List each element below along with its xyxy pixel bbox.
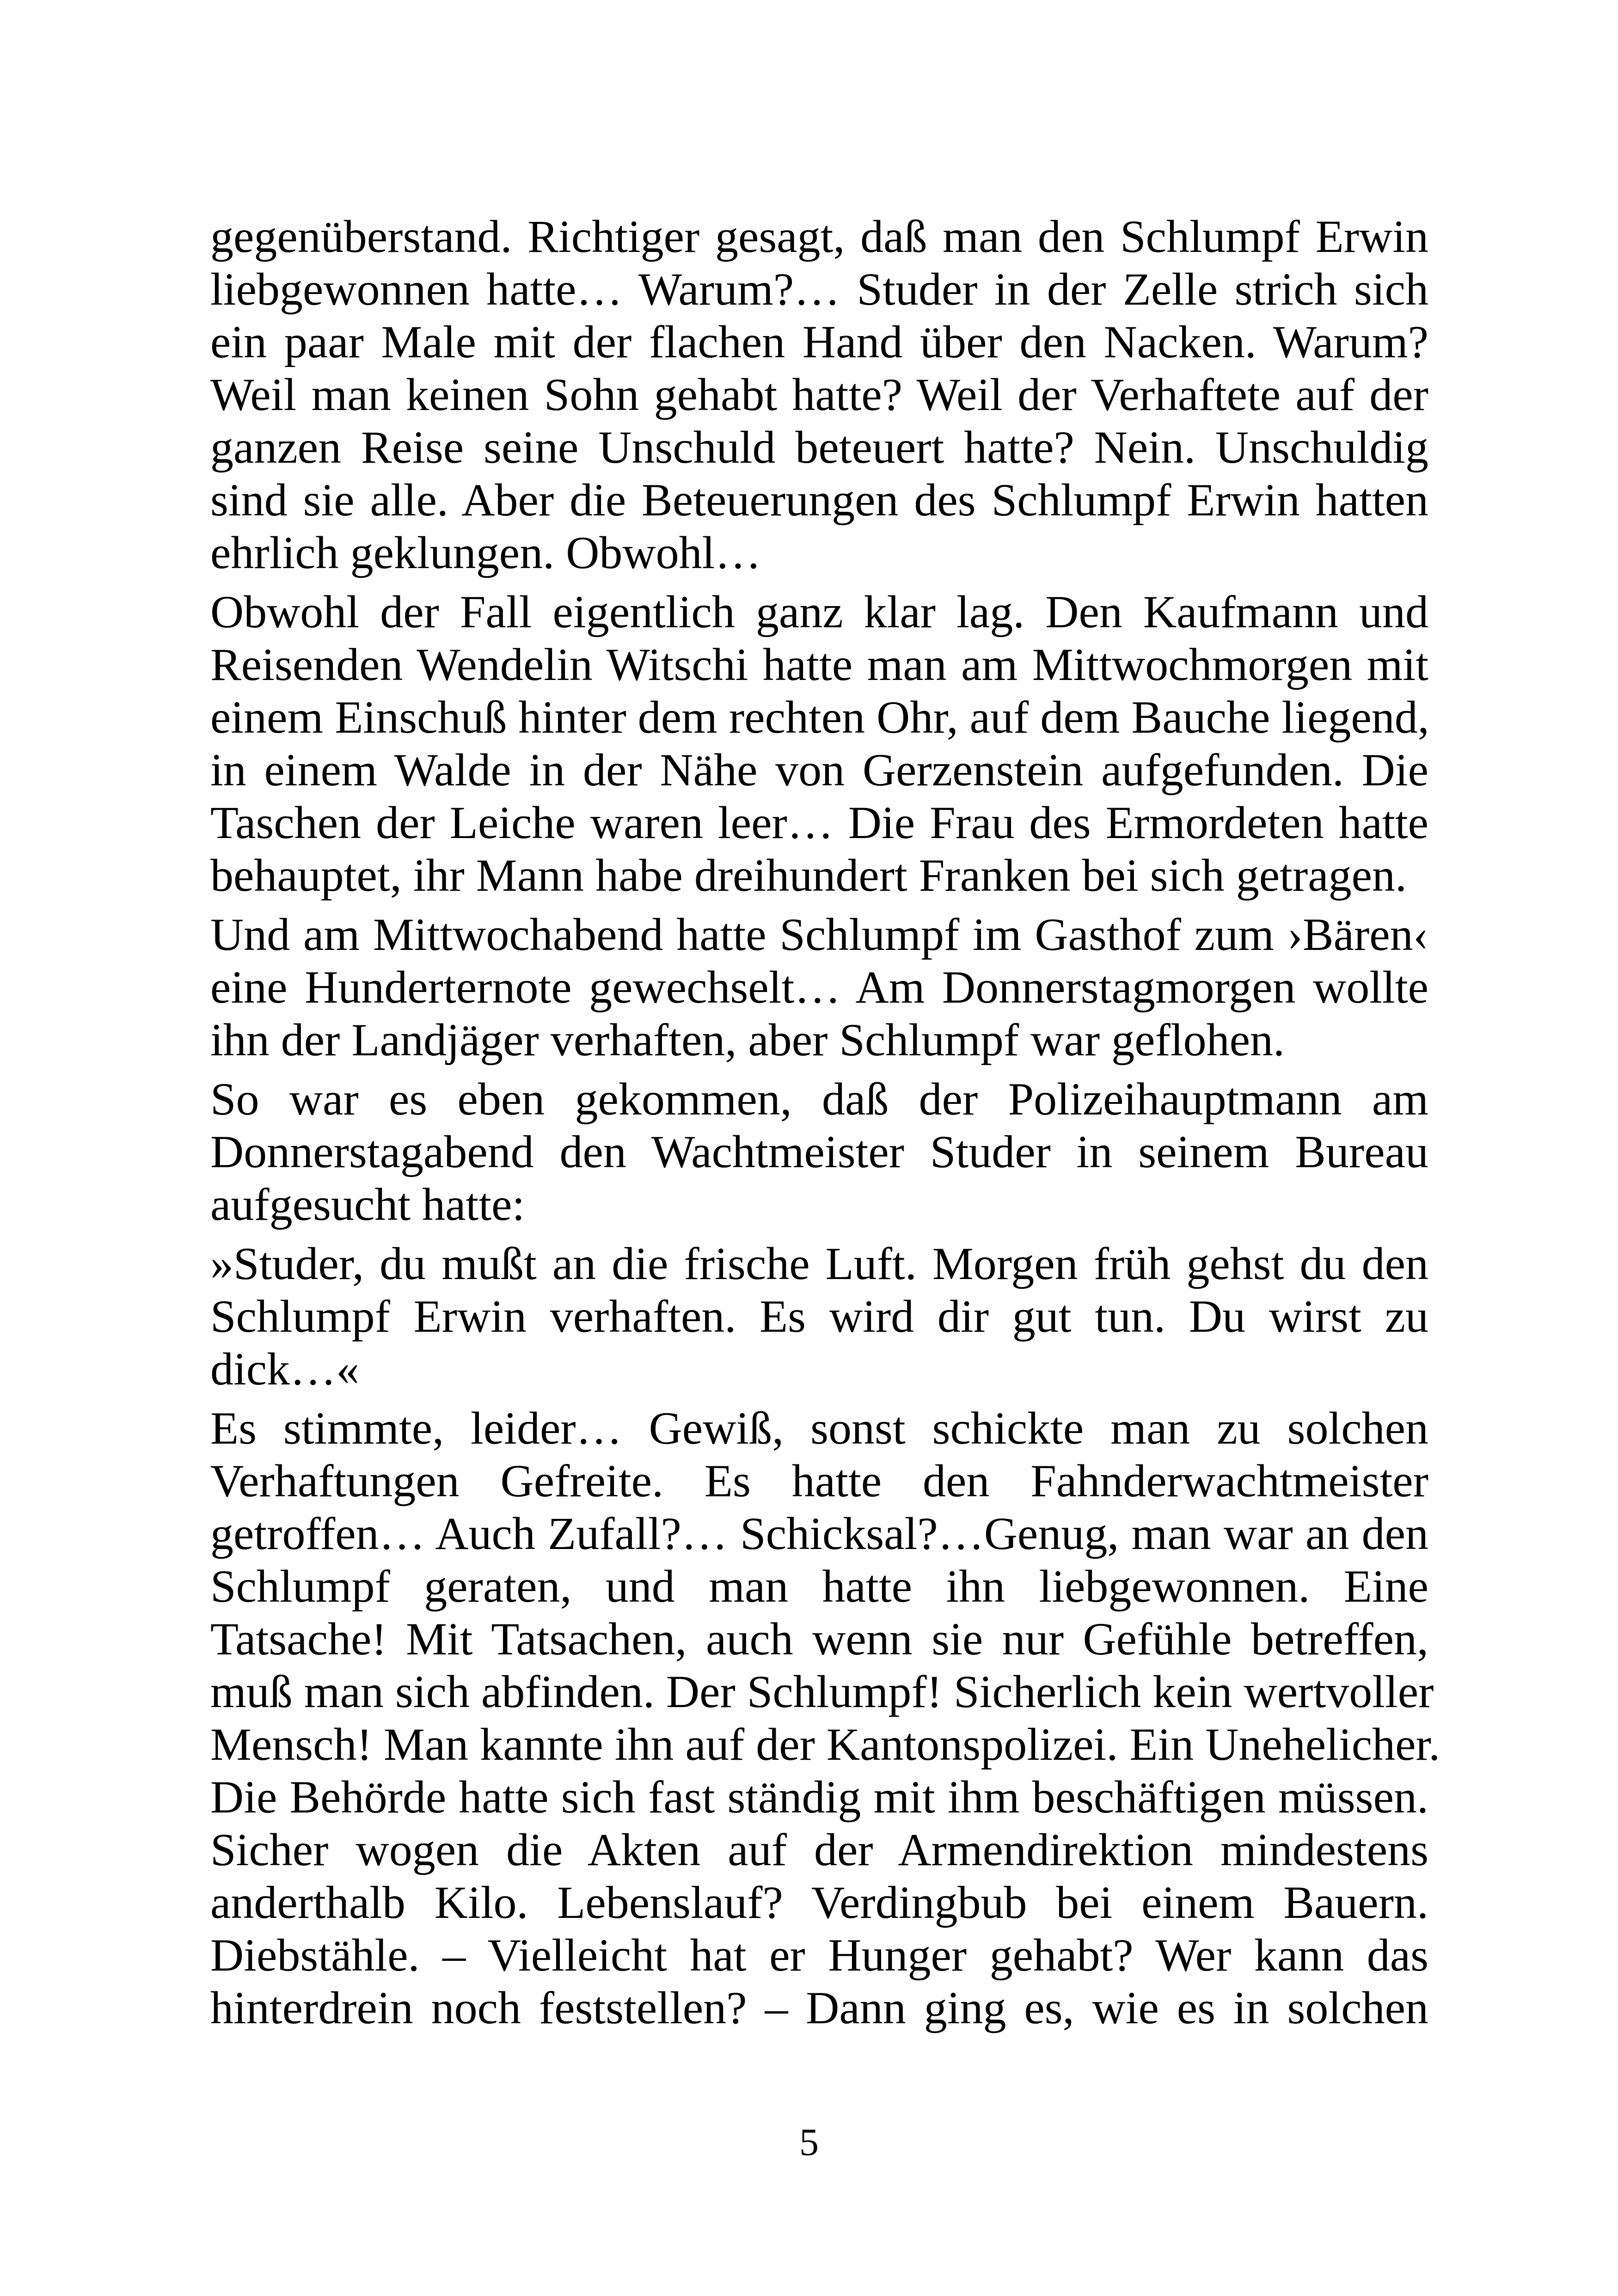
text-line: Donnerstagabend den Wachtmeister Studer in seinem Bureau [210, 1126, 1428, 1177]
page-number: 5 [799, 2121, 819, 2164]
text-line: hinterdrein noch feststellen? – Dann ging es, wie es in solchen [210, 1982, 1428, 2033]
text-line: muß man sich abfinden. Der Schlumpf! Sicherlich kein wertvoller [210, 1666, 1434, 1717]
paragraph [210, 1237, 1428, 1396]
text-line: Es stimmte, leider… Gewiß, sonst schickte man zu solchen [210, 1402, 1428, 1454]
text-line: Schlumpf Erwin verhaften. Es wird dir gut tun. Du wirst zu [210, 1291, 1428, 1342]
paragraph [210, 586, 1428, 902]
text-line: liebgewonnen hatte… Warum?… Studer in der Zelle strich sich [210, 263, 1428, 315]
paragraph [210, 1073, 1428, 1231]
text-line: ihn der Landjäger verhaften, aber Schlumpf war geflohen. [210, 1014, 1285, 1065]
text-line: Weil man keinen Sohn gehabt hatte? Weil der Verhaftete auf der [210, 369, 1428, 420]
text-line: Obwohl der Fall eigentlich ganz klar lag. Den Kaufmann und [210, 586, 1428, 637]
text-line: ehrlich geklungen. Obwohl… [210, 527, 761, 578]
text-line: eine Hunderternote gewechselt… Am Donnerstagmorgen wollte [210, 961, 1428, 1013]
text-line: dick…« [210, 1343, 360, 1395]
text-line: ganzen Reise seine Unschuld beteuert hatte? Nein. Unschuldig [210, 422, 1428, 473]
text-line: »Studer, du mußt an die frische Luft. Morgen früh gehst du den [210, 1238, 1428, 1289]
text-line: Schlumpf geraten, und man hatte ihn liebgewonnen. Eine [210, 1561, 1428, 1612]
text-line: Verhaftungen Gefreite. Es hatte den Fahnderwachtmeister [210, 1455, 1428, 1506]
text-line: in einem Walde in der Nähe von Gerzenstein aufgefunden. Die [210, 744, 1428, 796]
text-line: Diebstähle. – Vielleicht hat er Hunger gehabt? Wer kann das [210, 1929, 1428, 1981]
text-line: ein paar Male mit der flachen Hand über den Nacken. Warum? [210, 316, 1428, 367]
text-line: einem Einschuß hinter dem rechten Ohr, auf dem Bauche liegend, [210, 692, 1429, 743]
paragraph [210, 1402, 1440, 2034]
text-line: Die Behörde hatte sich fast ständig mit ihm beschäftigen müssen. [210, 1771, 1428, 1823]
text-line: behauptet, ihr Mann habe dreihundert Franken bei sich getragen. [210, 850, 1407, 901]
text-line: Sicher wogen die Akten auf der Armendirektion mindestens [210, 1824, 1428, 1875]
paragraph [210, 210, 1428, 579]
text-line: Taschen der Leiche waren leer… Die Frau des Ermordeten hatte [210, 797, 1428, 848]
text-line: So war es eben gekommen, daß der Polizeihauptmann am [210, 1073, 1428, 1125]
text-line: Mensch! Man kannte ihn auf der Kantonspolizei. Ein Unehelicher. [210, 1719, 1440, 1770]
text-line: anderthalb Kilo. Lebenslauf? Verdingbub bei einem Bauern. [210, 1877, 1428, 1928]
text-line: getroffen… Auch Zufall?… Schicksal?…Genug, man war an den [210, 1508, 1428, 1559]
text-line: aufgesucht hatte: [210, 1179, 525, 1230]
paragraph [210, 908, 1428, 1066]
text-line: gegenüberstand. Richtiger gesagt, daß man den Schlumpf Erwin [210, 211, 1428, 262]
text-line: sind sie alle. Aber die Beteuerungen des Schlumpf Erwin hatten [210, 474, 1428, 526]
text-line: Reisenden Wendelin Witschi hatte man am Mittwochmorgen mit [210, 639, 1428, 690]
text-line: Und am Mittwochabend hatte Schlumpf im Gasthof zum ›Bären‹ [210, 909, 1428, 960]
body-text [210, 210, 1440, 2041]
text-line: Tatsache! Mit Tatsachen, auch wenn sie nur Gefühle betreffen, [210, 1613, 1428, 1665]
